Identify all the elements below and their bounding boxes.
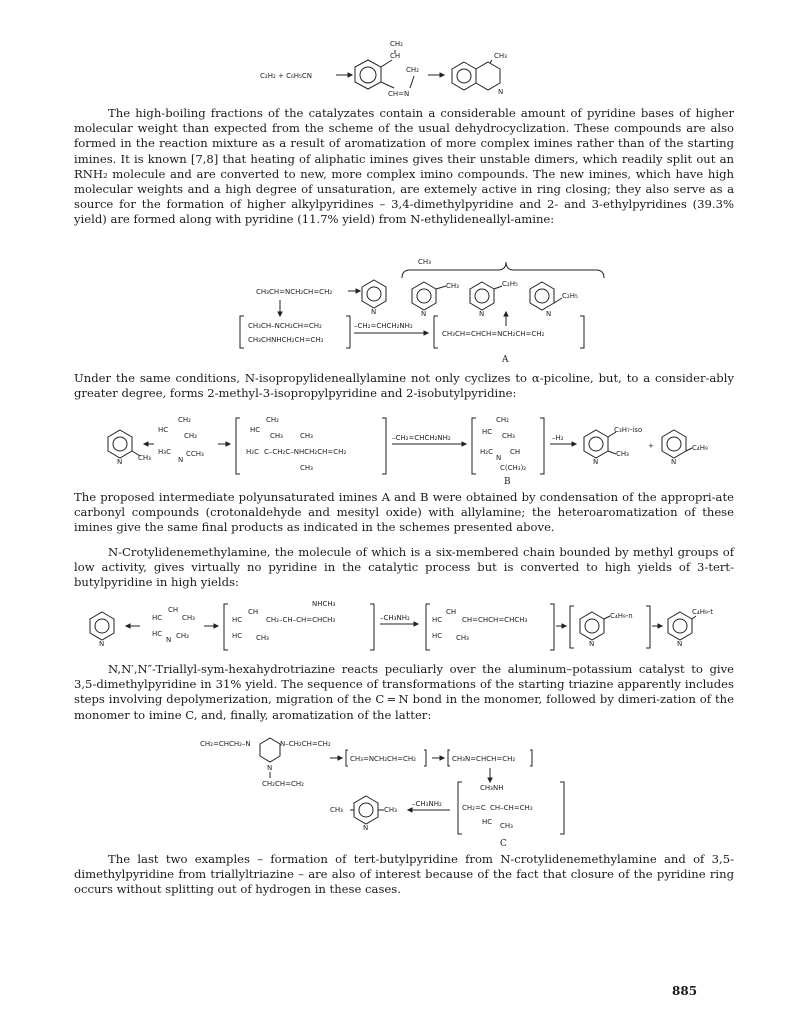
svg-text:–CH₃NH₂: –CH₃NH₂ bbox=[380, 614, 410, 622]
svg-text:HC: HC bbox=[250, 426, 261, 434]
svg-text:CH: CH bbox=[248, 608, 259, 616]
svg-text:CH=N: CH=N bbox=[388, 90, 410, 98]
svg-text:C(CH₃)₂: C(CH₃)₂ bbox=[500, 464, 527, 472]
label-A: A bbox=[502, 355, 509, 365]
scheme-3 bbox=[100, 410, 720, 484]
svg-text:HC: HC bbox=[158, 426, 169, 434]
svg-text:N–CH₂CH=CH₂: N–CH₂CH=CH₂ bbox=[280, 740, 331, 748]
svg-text:CH=CHCH=CHCH₃: CH=CHCH=CHCH₃ bbox=[462, 616, 528, 624]
svg-text:C₂H₅: C₂H₅ bbox=[502, 280, 518, 288]
svg-text:CH₃: CH₃ bbox=[456, 634, 469, 642]
paragraph-2: Under the same conditions, N-isopropylideneallylamine not only cyclizes to α-picoline, but, to a consider-ably greater degree, forms 2-methyl-3-isopropylpyridine and 2-isobutylpyridine: bbox=[74, 371, 734, 401]
svg-text:HC: HC bbox=[152, 614, 163, 622]
label-C: C bbox=[500, 839, 507, 849]
pyridine-ring bbox=[90, 612, 114, 640]
svg-text:CH₃: CH₃ bbox=[176, 632, 189, 640]
svg-text:CH₃: CH₃ bbox=[330, 806, 343, 814]
svg-text:N: N bbox=[593, 458, 599, 466]
svg-text:C–CH₂C–NHCH₂CH=CH₂: C–CH₂C–NHCH₂CH=CH₂ bbox=[264, 448, 347, 456]
svg-text:C₃H₇-iso: C₃H₇-iso bbox=[614, 426, 643, 434]
svg-text:N: N bbox=[178, 456, 184, 464]
svg-text:N: N bbox=[479, 310, 485, 318]
svg-text:CH₃CHNHCH₂CH=CH₂: CH₃CHNHCH₂CH=CH₂ bbox=[248, 336, 324, 344]
svg-text:HC: HC bbox=[432, 616, 443, 624]
svg-text:N: N bbox=[546, 310, 552, 318]
svg-text:CH₂=CHCH₂–N: CH₂=CHCH₂–N bbox=[200, 740, 251, 748]
svg-text:NHCH₃: NHCH₃ bbox=[312, 600, 336, 608]
paragraph-3: The proposed intermediate polyunsaturated imines A and B were obtained by condensation of the appropri-ate carbonyl compounds (crotonaldehyde and mesityl oxide) with allylamine; the heteroaromatization of these imines give the same final products as indicated in the schemes presented above. bbox=[74, 490, 734, 535]
scheme-2 bbox=[236, 256, 616, 368]
svg-text:HC: HC bbox=[232, 632, 243, 640]
svg-text:CH: CH bbox=[168, 606, 179, 614]
ethylpyridine-ring-2 bbox=[530, 282, 554, 310]
svg-text:CH₃NH: CH₃NH bbox=[480, 784, 504, 792]
scheme-5 bbox=[200, 730, 580, 850]
svg-text:N: N bbox=[671, 458, 677, 466]
scheme-1 bbox=[260, 38, 540, 110]
svg-text:CH₃: CH₃ bbox=[418, 258, 431, 266]
svg-text:N: N bbox=[421, 310, 427, 318]
svg-text:N: N bbox=[677, 640, 683, 648]
scheme-4 bbox=[80, 594, 720, 656]
svg-text:H₂C: H₂C bbox=[246, 448, 259, 456]
svg-text:N: N bbox=[496, 454, 502, 462]
scheme-2-start: CH₃CH=NCH₂CH=CH₂ bbox=[256, 288, 333, 296]
svg-text:H₂C: H₂C bbox=[480, 448, 493, 456]
isopropylpicoline-ring bbox=[584, 430, 608, 458]
svg-text:CH₃: CH₃ bbox=[500, 822, 513, 830]
svg-text:N: N bbox=[99, 640, 105, 648]
svg-text:N: N bbox=[589, 640, 595, 648]
svg-text:N: N bbox=[166, 636, 172, 644]
svg-text:C₄H₉: C₄H₉ bbox=[692, 444, 708, 452]
svg-text:HC: HC bbox=[432, 632, 443, 640]
svg-text:CH–CH=CH₂: CH–CH=CH₂ bbox=[490, 804, 533, 812]
svg-text:CH₃N=CHCH=CH₂: CH₃N=CHCH=CH₂ bbox=[452, 755, 516, 763]
svg-text:H₃C: H₃C bbox=[158, 448, 171, 456]
label-B: B bbox=[504, 477, 511, 484]
svg-text:HC: HC bbox=[152, 630, 163, 638]
svg-text:N: N bbox=[498, 88, 504, 96]
svg-text:CH₃: CH₃ bbox=[256, 634, 269, 642]
svg-text:–CH₂=CHCH₂NH₂: –CH₂=CHCH₂NH₂ bbox=[392, 434, 451, 442]
svg-text:CH: CH bbox=[510, 448, 521, 456]
svg-text:HC: HC bbox=[482, 428, 493, 436]
svg-text:CH₂–CH–CH=CHCH₃: CH₂–CH–CH=CHCH₃ bbox=[266, 616, 336, 624]
dimethylpyridine-ring bbox=[412, 282, 436, 310]
quinoline-ring-left bbox=[452, 62, 476, 90]
n-butylpyridine-ring bbox=[580, 612, 604, 640]
tert-butylpyridine-ring bbox=[668, 612, 692, 640]
svg-text:–H₂: –H₂ bbox=[552, 434, 564, 442]
svg-text:CH₃: CH₃ bbox=[300, 432, 313, 440]
scheme-1-reactants: C₂H₂ + C₆H₅CN bbox=[260, 72, 312, 80]
svg-text:HC: HC bbox=[482, 818, 493, 826]
svg-text:C₂H₅: C₂H₅ bbox=[562, 292, 578, 300]
isobutylpyridine-ring bbox=[662, 430, 686, 458]
paragraph-6: The last two examples – formation of tert-butylpyridine from N-crotylidenemethylamine and of 3,5-dimethylpyridine from triallyltriazine – are also of interest because of the fact that closure of the pyridine ring occurs without splitting out of hydrogen in these cases. bbox=[74, 852, 734, 897]
svg-text:N: N bbox=[371, 308, 377, 316]
benzene-ring bbox=[355, 60, 381, 89]
svg-text:CH₃: CH₃ bbox=[384, 806, 397, 814]
svg-text:CH: CH bbox=[390, 52, 401, 60]
triazine-ring bbox=[260, 738, 280, 762]
svg-text:CH₂: CH₂ bbox=[406, 66, 419, 74]
svg-text:CH₃: CH₃ bbox=[502, 432, 515, 440]
svg-text:CH: CH bbox=[446, 608, 457, 616]
svg-text:C₄H₉-t: C₄H₉-t bbox=[692, 608, 714, 616]
lutidine-ring bbox=[354, 796, 378, 824]
svg-text:CH₂: CH₂ bbox=[178, 416, 191, 424]
svg-text:CH₃CH–NCH₂CH=CH₂: CH₃CH–NCH₂CH=CH₂ bbox=[248, 322, 322, 330]
paragraph-5: N,N′,N″-Triallyl-sym-hexahydrotriazine reacts peculiarly over the aluminum–potassium catalyst to give 3,5-dimethylpyridine in 31% yield. The sequence of transformations of the starting triazine apparently includes steps involving depolymerization, migration of the C = N bond in the monomer, followed by dimeri-zation of the monomer to imine C, and, finally, aromatization of the latter: bbox=[74, 662, 734, 722]
svg-text:CH₃: CH₃ bbox=[616, 450, 629, 458]
svg-text:N: N bbox=[117, 458, 123, 466]
svg-text:–CH₃NH₂: –CH₃NH₂ bbox=[412, 800, 442, 808]
svg-text:CH₃: CH₃ bbox=[494, 52, 507, 60]
ethylpyridine-ring-3 bbox=[470, 282, 494, 310]
svg-text:–CH₂=CHCH₂NH₂: –CH₂=CHCH₂NH₂ bbox=[354, 322, 413, 330]
svg-text:CH₃: CH₃ bbox=[138, 454, 151, 462]
svg-text:HC: HC bbox=[232, 616, 243, 624]
svg-text:CCH₃: CCH₃ bbox=[186, 450, 204, 458]
svg-text:N: N bbox=[267, 764, 273, 772]
svg-text:CH₃: CH₃ bbox=[446, 282, 459, 290]
svg-text:CH₃=NCH₂CH=CH₂: CH₃=NCH₂CH=CH₂ bbox=[350, 755, 416, 763]
quinoline-ring-right bbox=[476, 62, 500, 90]
svg-text:CH₃: CH₃ bbox=[184, 432, 197, 440]
svg-text:CH₃: CH₃ bbox=[300, 464, 313, 472]
paragraph-1: The high-boiling fractions of the catalyzates contain a considerable amount of pyridine bases of higher molecular weight than expected from the scheme of the usual dehydrocyclization. These compounds are also formed in the reaction mixture as a result of aromatization of more complex imines rather than of the starting imines. It is known [7,8] that heating of aliphatic imines gives their unstable dimers, which readily split out an RNH₂ molecule and are converted to new, more complex imino compounds. The new imines, which have high molecular weights and a high degree of unsaturation, are extemely active in ring closing; they also serve as a source for the formation of higher alkylpyridines – 3,4-dimethylpyridine and 2- and 3-ethylpyridines (39.3% yield) are formed along with pyridine (11.7% yield) from N-ethylideneallyl-amine: bbox=[74, 106, 734, 227]
pyridine-ring bbox=[362, 280, 386, 308]
svg-text:C₄H₉-n: C₄H₉-n bbox=[610, 612, 633, 620]
svg-text:CH₂: CH₂ bbox=[266, 416, 279, 424]
picoline-ring bbox=[108, 430, 132, 458]
svg-text:CH₂=C: CH₂=C bbox=[462, 804, 486, 812]
paragraph-4: N-Crotylidenemethylamine, the molecule of which is a six-membered chain bounded by methyl groups of low activity, gives virtually no pyridine in the catalytic process but is converted to high yields of 3-tert-butylpyridine in high yields: bbox=[74, 545, 734, 590]
svg-text:CH₃CH=CHCH=NCH₂CH=CH₂: CH₃CH=CHCH=NCH₂CH=CH₂ bbox=[442, 330, 545, 338]
svg-text:CH₃: CH₃ bbox=[270, 432, 283, 440]
svg-text:+: + bbox=[648, 442, 654, 450]
svg-text:CH₂: CH₂ bbox=[496, 416, 509, 424]
svg-text:CH₂CH=CH₂: CH₂CH=CH₂ bbox=[262, 780, 304, 788]
svg-text:CH₃: CH₃ bbox=[182, 614, 195, 622]
svg-text:N: N bbox=[363, 824, 369, 832]
page-number: 885 bbox=[672, 984, 698, 998]
svg-text:CH₂: CH₂ bbox=[390, 40, 403, 48]
